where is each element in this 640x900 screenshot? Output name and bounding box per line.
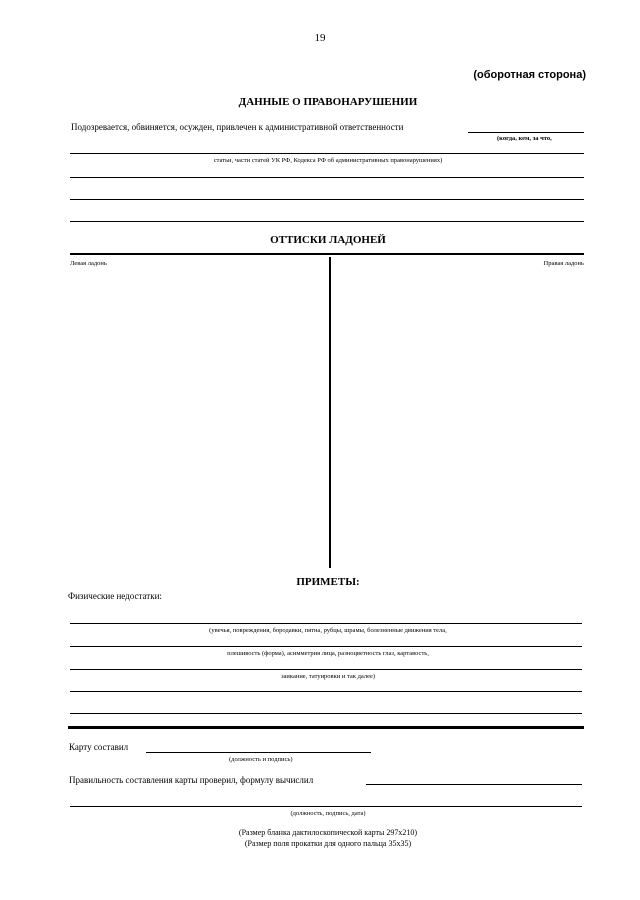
features-field-1[interactable] <box>70 623 582 624</box>
verified-field-2[interactable] <box>70 806 582 807</box>
page-number: 19 <box>314 32 326 44</box>
features-hint-2: плешивость (форма), асимметрия лица, разноцветность глаз, картавость, <box>227 650 429 657</box>
offense-field-5[interactable] <box>70 221 584 222</box>
features-field-3[interactable] <box>70 669 582 670</box>
offense-title: ДАННЫЕ О ПРАВОНАРУШЕНИИ <box>238 96 418 108</box>
offense-field-2[interactable] <box>70 153 584 154</box>
offense-field-4[interactable] <box>70 199 584 200</box>
features-field-2[interactable] <box>70 646 582 647</box>
left-palm-label: Левая ладонь <box>70 260 107 267</box>
features-label: Физические недостатки: <box>68 591 162 601</box>
offense-hint-2: статьи, части статей УК РФ, Кодекса РФ об административных правонарушениях) <box>213 157 443 164</box>
verified-label: Правильность составления карты проверил, формулу вычислил <box>69 775 314 785</box>
left-palm-area[interactable] <box>70 258 328 566</box>
offense-hint-1: (когда, кем, за что, <box>497 135 552 142</box>
verified-field-1[interactable] <box>366 784 582 785</box>
right-palm-label: Правая ладонь <box>543 260 584 267</box>
compiled-hint: (должность и подпись) <box>229 756 293 763</box>
offense-field-3[interactable] <box>70 177 584 178</box>
compiled-label: Карту составил <box>69 742 129 752</box>
footer-note-2: (Размер поля прокатки для одного пальца 35x35) <box>244 839 412 848</box>
offense-line-label: Подозревается, обвиняется, осужден, привлечен к административной ответственности <box>71 122 404 132</box>
footer-note-1: (Размер бланка дактилоскопической карты 297x210) <box>238 828 418 837</box>
features-hint-1: (увечья, повреждения, бородавки, пятна, рубцы, шрамы, болезненные движения тела, <box>209 627 447 634</box>
features-bottom-border <box>68 726 584 729</box>
palm-divider <box>329 257 331 568</box>
compiled-field[interactable] <box>146 752 371 753</box>
verified-hint: (должность, подпись, дата) <box>290 810 366 817</box>
right-palm-area[interactable] <box>333 258 584 566</box>
features-field-4[interactable] <box>70 691 582 692</box>
side-label: (оборотная сторона) <box>473 69 586 81</box>
offense-field-1[interactable] <box>468 132 584 133</box>
features-field-5[interactable] <box>70 713 582 714</box>
palms-top-border <box>70 253 584 255</box>
features-title: ПРИМЕТЫ: <box>296 576 360 588</box>
features-hint-3: заикание, татуировки и так далее) <box>280 673 376 680</box>
palms-title: ОТТИСКИ ЛАДОНЕЙ <box>270 234 386 246</box>
